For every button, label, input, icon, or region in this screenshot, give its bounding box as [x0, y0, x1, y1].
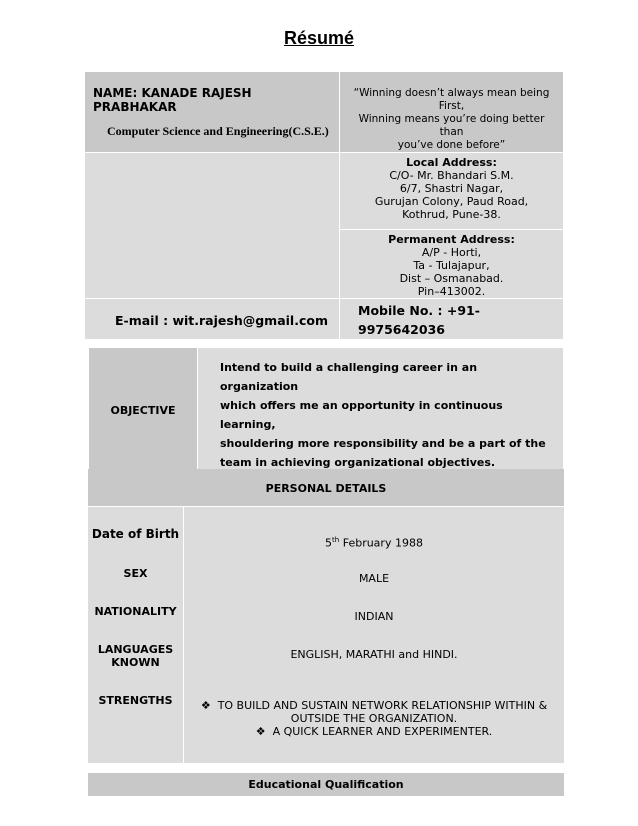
sex-label: SEX [123, 567, 148, 580]
nationality-value: INDIAN [354, 610, 394, 623]
strengths-label: STRENGTHS [98, 694, 173, 707]
strength-text: A QUICK LEARNER AND EXPERIMENTER. [272, 725, 493, 738]
education-heading: Educational Qualification [88, 773, 564, 796]
local-address-heading: Local Address: [406, 156, 497, 169]
address-line: A/P - Horti, [421, 246, 482, 259]
mobile: Mobile No. : +91-9975642036 [358, 303, 480, 337]
strength-item [184, 699, 564, 712]
strength-text: OUTSIDE THE ORGANIZATION. [290, 712, 458, 725]
department: Computer Science and Engineering(C.S.E.) [107, 124, 329, 138]
local-address [340, 153, 563, 221]
dob-suffix: th [332, 536, 340, 544]
quote-line: you’ve done before” [397, 139, 506, 151]
address-line: C/O- Mr. Bhandari S.M. [389, 169, 514, 182]
name-cell [85, 72, 340, 153]
objective-text [198, 348, 564, 473]
languages-label [88, 643, 183, 669]
personal-details-heading: PERSONAL DETAILS [88, 469, 564, 506]
address-line: Kothrud, Pune-38. [402, 208, 501, 221]
languages-value: ENGLISH, MARATHI and HINDI. [290, 648, 458, 661]
address-line: Dist – Osmanabad. [399, 272, 504, 285]
languages-label-line: LANGUAGES [97, 643, 174, 656]
personal-details-body [88, 507, 564, 763]
email: E-mail : wit.rajesh@gmail.com [115, 312, 328, 328]
blank-cell [85, 153, 340, 299]
permanent-address [340, 230, 563, 298]
sex-value: MALE [358, 572, 390, 585]
quote [340, 72, 563, 152]
objective-table [88, 347, 564, 473]
nationality-label: NATIONALITY [94, 605, 177, 618]
diamond-bullet-icon: ❖ [200, 699, 211, 712]
dob-label: Date of Birth [91, 527, 180, 541]
header-table [84, 71, 564, 340]
strengths-value [184, 699, 564, 738]
email-cell [85, 299, 340, 340]
address-line: Ta - Tulajapur, [413, 259, 490, 272]
page-title: Résumé [283, 28, 355, 48]
objective-label: OBJECTIVE [89, 348, 198, 473]
address-line: Pin–413002. [417, 285, 486, 298]
languages-label-line: KNOWN [111, 656, 160, 669]
objective-line: Intend to build a challenging career in an organization [220, 361, 478, 393]
candidate-name: NAME: KANADE RAJESH PRABHAKAR [93, 86, 252, 114]
objective-line: shouldering more responsibility and be a part of the [220, 437, 546, 450]
permanent-address-heading: Permanent Address: [388, 233, 515, 246]
address-line: 6/7, Shastri Nagar, [399, 182, 504, 195]
address-line: Gurujan Colony, Paud Road, [374, 195, 529, 208]
quote-line: “Winning doesn’t always mean being First, [353, 87, 550, 112]
permanent-address-cell [340, 230, 564, 299]
diamond-bullet-icon: ❖ [255, 725, 266, 738]
objective-line: which offers me an opportunity in continuous learning, [220, 399, 503, 431]
strength-text: TO BUILD AND SUSTAIN NETWORK RELATIONSHIP WITHIN & [217, 699, 548, 712]
objective-line: team in achieving organizational objectives. [220, 456, 496, 469]
local-address-cell [340, 153, 564, 230]
strength-item [184, 725, 564, 738]
dob-day: 5 [325, 536, 333, 550]
quote-cell [340, 72, 564, 153]
mobile-cell [340, 299, 564, 340]
quote-line: Winning means you’re doing better than [358, 113, 545, 138]
dob-value [184, 534, 564, 550]
dob-rest: February 1988 [339, 536, 423, 550]
